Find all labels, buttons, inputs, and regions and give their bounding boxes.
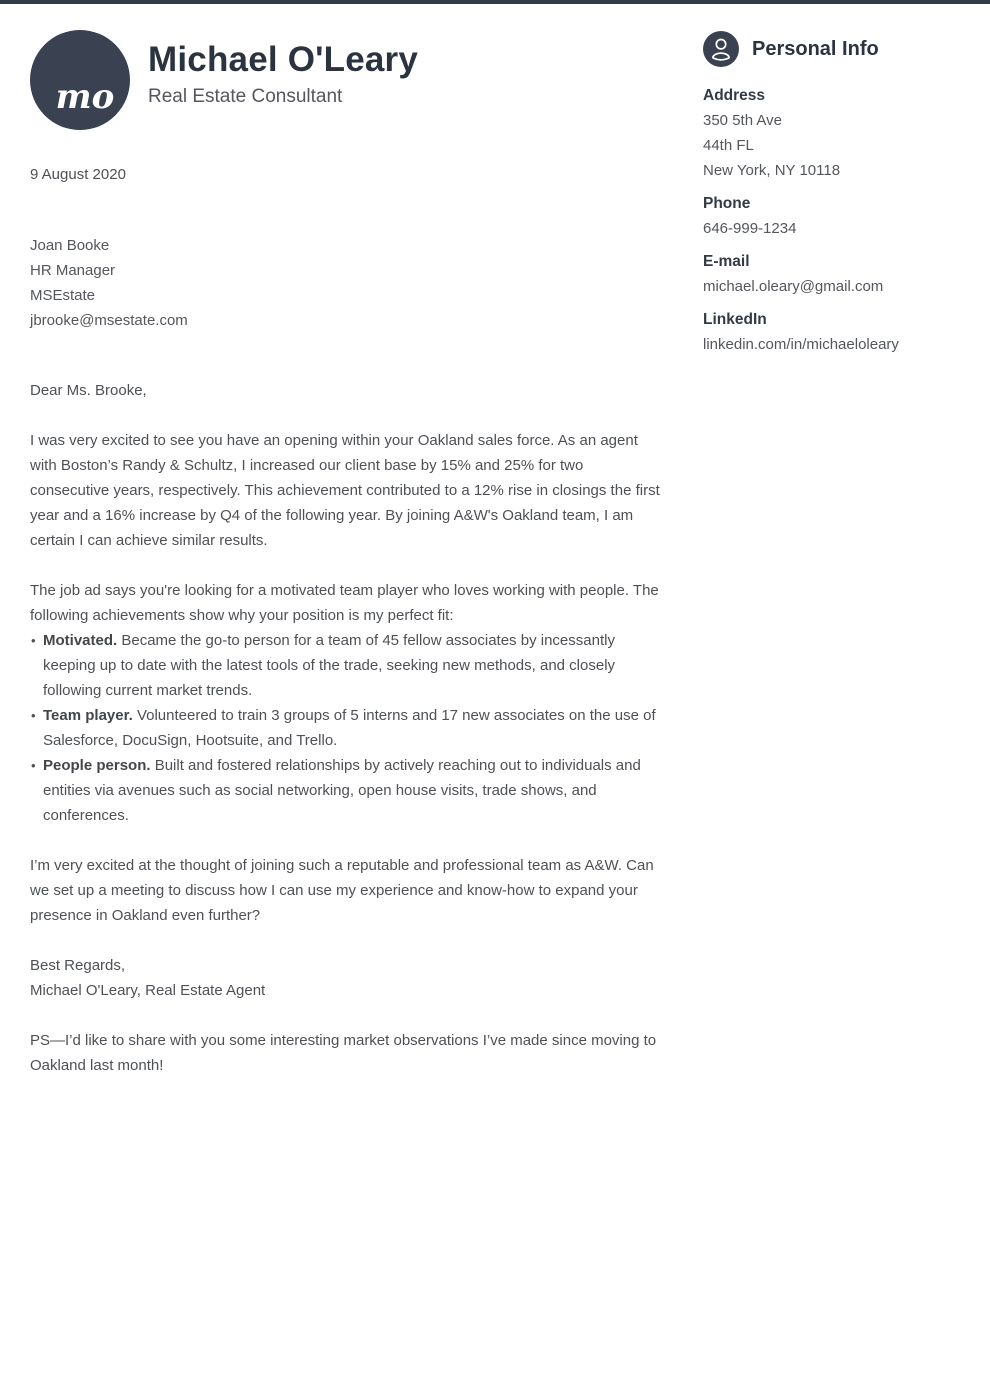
- field-value: 350 5th Ave: [703, 112, 782, 129]
- achievement-list: [30, 628, 662, 828]
- avatar-initials: mo: [55, 77, 115, 117]
- letter-column: [30, 4, 662, 1078]
- bullet-text: Built and fostered relationships by actively reaching out to individuals and entities via avenues such as social networking, open house visits, trade shows, and conferences.: [43, 757, 641, 824]
- page-body: [0, 4, 990, 1078]
- name-block: [148, 30, 418, 130]
- field-value: 44th FL: [703, 137, 754, 154]
- bullet-lead: People person.: [43, 757, 155, 774]
- bullet-lead: Motivated.: [43, 632, 122, 649]
- letter-header: [30, 30, 662, 130]
- sidebar-section-phone: [703, 191, 961, 241]
- salutation: Dear Ms. Brooke,: [30, 382, 147, 399]
- field-value: New York, NY 10118: [703, 162, 841, 179]
- field-value: linkedin.com/in/michaeloleary: [703, 336, 899, 353]
- recipient-block: [30, 233, 662, 333]
- letter-date: 9 August 2020: [30, 166, 126, 183]
- job-title: Real Estate Consultant: [148, 86, 343, 107]
- field-value: michael.oleary@gmail.com: [703, 278, 884, 295]
- closing-signature: Michael O'Leary, Real Estate Agent: [30, 982, 266, 999]
- page-title: Michael O'Leary: [148, 40, 419, 79]
- sidebar-title: Personal Info: [752, 37, 879, 60]
- field-label: Address: [703, 87, 766, 104]
- field-value: 646-999-1234: [703, 220, 797, 237]
- paragraph-call-to-action: I’m very excited at the thought of joining such a reputable and professional team as A&W. Can we set up a meeting to discuss how I can use my experience and know-how to expand your presence in Oakland even further?: [30, 857, 654, 924]
- postscript: PS—I’d like to share with you some interesting market observations I’ve made since moving to Oakland last month!: [30, 1032, 657, 1074]
- sidebar-section-linkedin: [703, 307, 961, 357]
- sidebar-section-address: [703, 83, 961, 183]
- field-label: Phone: [703, 195, 751, 212]
- list-item: [30, 628, 662, 703]
- list-item: [30, 753, 662, 828]
- person-icon: [703, 31, 739, 67]
- bullet-lead: Team player.: [43, 707, 137, 724]
- closing-regards: Best Regards,: [30, 957, 126, 974]
- list-item: [30, 703, 662, 753]
- personal-info-sidebar: [703, 31, 961, 357]
- recipient-role: HR Manager: [30, 262, 116, 279]
- paragraph-achievements-intro: The job ad says you're looking for a motivated team player who loves working with people. The following achievements show why your position is my perfect fit:: [30, 582, 659, 624]
- bullet-text: Volunteered to train 3 groups of 5 interns and 17 new associates on the use of Salesforce, DocuSign, Hootsuite, and Trello.: [43, 707, 656, 749]
- bullet-text: Became the go-to person for a team of 45 fellow associates by incessantly keeping up to date with the latest tools of the trade, seeking new methods, and closely following current market trends.: [43, 632, 616, 699]
- field-label: LinkedIn: [703, 311, 767, 328]
- recipient-email: jbrooke@msestate.com: [30, 312, 188, 329]
- avatar: [30, 30, 130, 130]
- recipient-company: MSEstate: [30, 287, 96, 304]
- recipient-name: Joan Booke: [30, 237, 110, 254]
- field-label: E-mail: [703, 253, 750, 270]
- paragraph-opening: I was very excited to see you have an opening within your Oakland sales force. As an agent with Boston’s Randy & Schultz, I increased our client base by 15% and 25% for two consecutive years, respectively. This achievement contributed to a 12% rise in closings the first year and a 16% increase by Q4 of the following year. By joining A&W's Oakland team, I am certain I can achieve similar results.: [30, 432, 660, 549]
- sidebar-section-email: [703, 249, 961, 299]
- sidebar-header: [703, 31, 961, 67]
- closing-block: [30, 953, 662, 1003]
